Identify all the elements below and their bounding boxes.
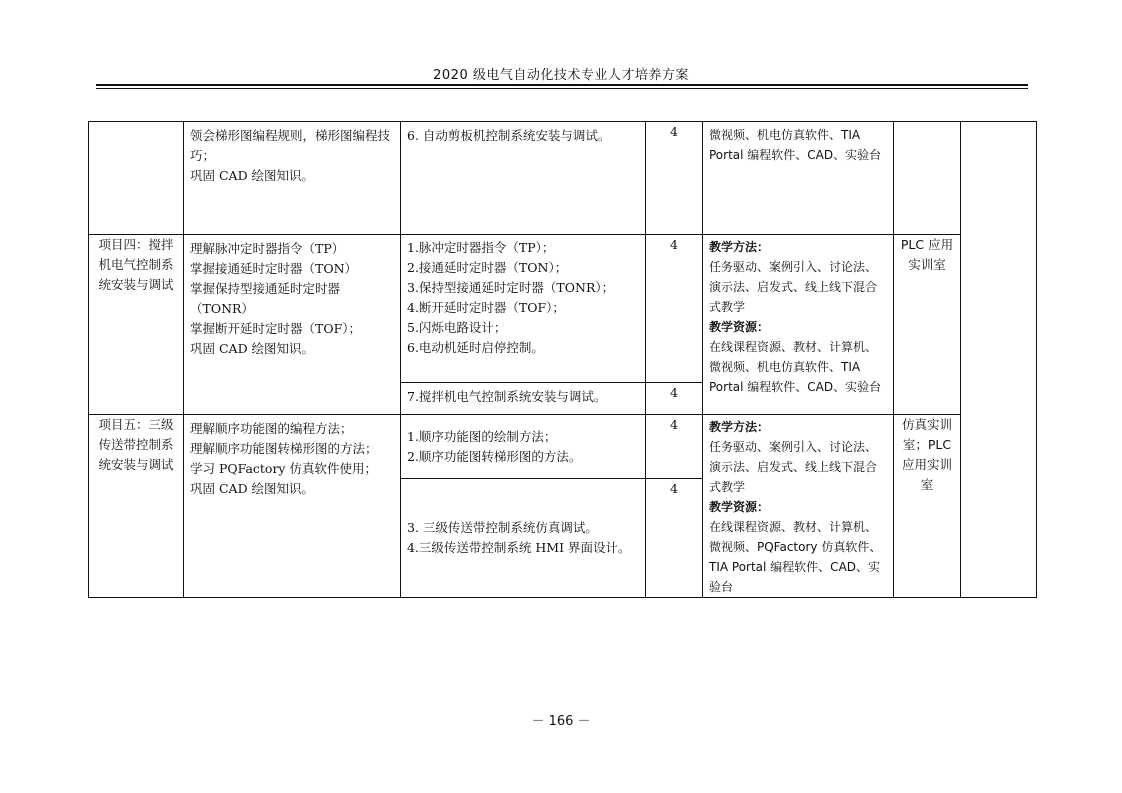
requirement-line: 理解脉冲定时器指令（TP） bbox=[190, 241, 345, 256]
requirement-line: 理解顺序功能图的编程方法； bbox=[190, 421, 353, 436]
task-line: 2.顺序功能图转梯形图的方法。 bbox=[407, 448, 582, 464]
requirement-line: 学习 PQFactory 仿真软件使用； bbox=[190, 461, 377, 476]
document-header-title: 2020 级电气自动化技术专业人才培养方案 bbox=[433, 68, 689, 83]
project-cell: 项目五：三级传送带控制系统安装与调试 bbox=[89, 415, 184, 598]
resources-cell bbox=[703, 415, 894, 598]
header-rule-thick bbox=[96, 84, 1028, 86]
requirement-line: 巩固 CAD 绘图知识。 bbox=[190, 481, 315, 496]
requirements-cell bbox=[184, 235, 401, 415]
task-line: 4.三级传送带控制系统 HMI 界面设计。 bbox=[407, 540, 631, 556]
requirement-line: 巩固 CAD 绘图知识。 bbox=[190, 168, 315, 183]
room-cell-empty bbox=[894, 122, 961, 235]
task-line: 1.顺序功能图的绘制方法； bbox=[407, 428, 557, 444]
table-row bbox=[89, 415, 1037, 479]
resources-cell bbox=[703, 122, 894, 235]
hours-cell: 4 bbox=[646, 235, 703, 383]
resource-label: 教学资源： bbox=[709, 500, 770, 514]
requirements-cell bbox=[184, 122, 401, 235]
project-cell-empty bbox=[89, 122, 184, 235]
task-line: 3. 三级传送带控制系统仿真调试。 bbox=[407, 520, 598, 536]
requirement-line: 领会梯形图编程规则，梯形图编程技巧； bbox=[190, 128, 391, 163]
method-text: 任务驱动、案例引入、讨论法、演示法、启发式、线上线下混合式教学 bbox=[709, 440, 878, 494]
task-cell bbox=[401, 415, 646, 479]
resource-label: 教学资源： bbox=[709, 320, 770, 334]
table-row bbox=[89, 122, 1037, 235]
task-cell bbox=[401, 122, 646, 235]
hours-cell: 4 bbox=[646, 415, 703, 479]
method-label: 教学方法： bbox=[709, 240, 770, 254]
task-line: 3.保持型接通延时定时器（TONR）； bbox=[407, 280, 615, 295]
remarks-cell bbox=[961, 122, 1037, 598]
hours-cell: 4 bbox=[646, 122, 703, 235]
table-row bbox=[89, 235, 1037, 383]
requirements-cell bbox=[184, 415, 401, 598]
task-line: 6. 自动剪板机控制系统安装与调试。 bbox=[407, 128, 611, 143]
header-rule-thin bbox=[96, 88, 1028, 89]
requirement-line: 掌握保持型接通延时定时器（TONR） bbox=[190, 281, 341, 316]
curriculum-table bbox=[88, 121, 1037, 598]
resource-text: 在线课程资源、教材、计算机、微视频、机电仿真软件、TIA Portal 编程软件、CAD、实验台 bbox=[709, 340, 882, 394]
task-line: 4.断开延时定时器（TOF）； bbox=[407, 300, 565, 315]
task-line: 1.脉冲定时器指令（TP）； bbox=[407, 240, 555, 255]
task-line: 6.电动机延时启停控制。 bbox=[407, 340, 544, 355]
task-cell bbox=[401, 383, 646, 415]
hours-cell: 4 bbox=[646, 479, 703, 598]
requirement-line: 理解顺序功能图转梯形图的方法； bbox=[190, 441, 378, 456]
task-cell bbox=[401, 479, 646, 598]
task-line: 2.接通延时定时器（TON）； bbox=[407, 260, 568, 275]
requirement-line: 巩固 CAD 绘图知识。 bbox=[190, 341, 315, 356]
requirement-line: 掌握接通延时定时器（TON） bbox=[190, 261, 358, 276]
hours-cell: 4 bbox=[646, 383, 703, 415]
project-cell: 项目四：搅拌机电气控制系统安装与调试 bbox=[89, 235, 184, 415]
resource-text: 微视频、机电仿真软件、TIA Portal 编程软件、CAD、实验台 bbox=[709, 128, 882, 162]
task-cell bbox=[401, 235, 646, 383]
room-cell: 仿真实训室；PLC 应用实训室 bbox=[894, 415, 961, 598]
room-cell: PLC 应用实训室 bbox=[894, 235, 961, 415]
page-number: － 166 － bbox=[531, 714, 591, 729]
requirement-line: 掌握断开延时定时器（TOF）； bbox=[190, 321, 362, 336]
resource-text: 在线课程资源、教材、计算机、微视频、PQFactory 仿真软件、TIA Portal 编程软件、CAD、实验台 bbox=[709, 520, 882, 594]
method-text: 任务驱动、案例引入、讨论法、演示法、启发式、线上线下混合式教学 bbox=[709, 260, 878, 314]
task-line: 5.闪烁电路设计； bbox=[407, 320, 507, 335]
method-label: 教学方法： bbox=[709, 420, 770, 434]
resources-cell bbox=[703, 235, 894, 415]
task-line: 7.搅拌机电气控制系统安装与调试。 bbox=[407, 389, 607, 404]
